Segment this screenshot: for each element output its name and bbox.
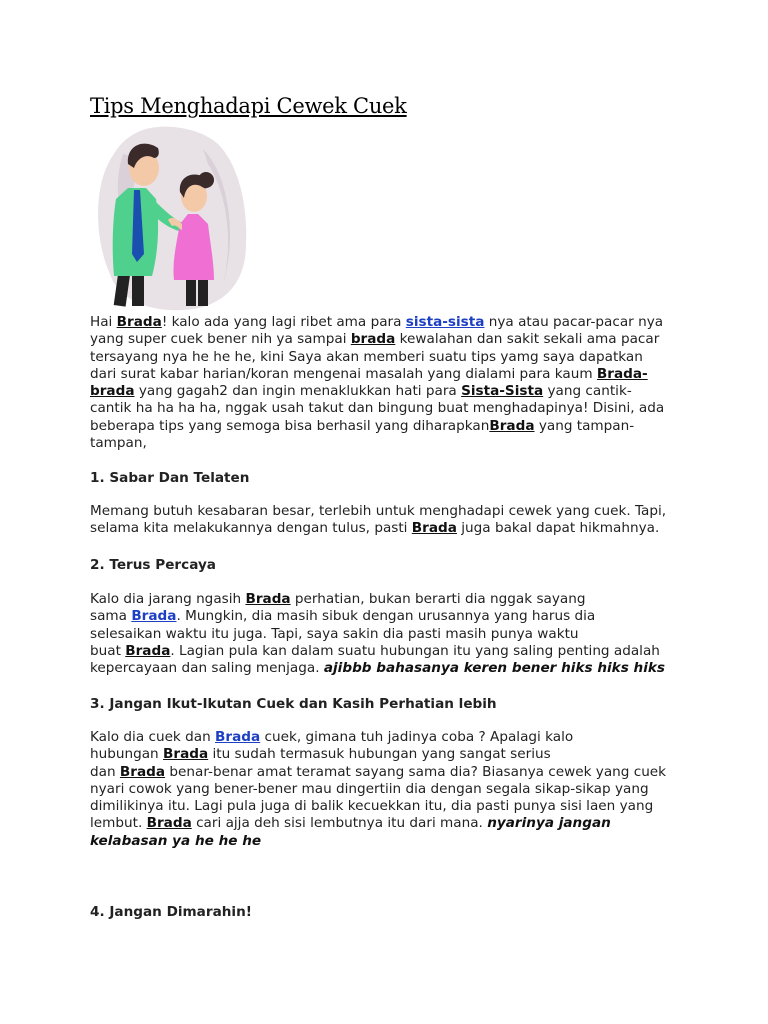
intro-paragraph: Hai Brada! kalo ada yang lagi ribet ama para sista-sista nya atau pacar-pacar nya yang super cuek bener nih ya sampai brada kewalahan dan sakit sekali ama pacar tersayang nya he he he, kini Saya akan memberi suatu tips yamg saya dapatkan dari surat kabar harian/koran mengenai masalah yang dialami para kaum Brada- brada yang gagah2 dan ingin menaklukkan hati para Sista-Sista yang cantik- cantik ha ha ha ha, nggak usah takut dan bingung buat menghadapinya! Disini, ada beberapa tips yang semoga bisa berhasil yang diharapkanBrada yang tampan- tampan, xyxy=(90,314,665,452)
keyword-link[interactable]: Brada xyxy=(245,591,291,607)
section-heading: 2. Terus Percaya xyxy=(90,557,216,573)
keyword-link[interactable]: Brada xyxy=(411,520,457,537)
keyword-link[interactable]: Brada xyxy=(125,642,171,659)
keyword-link[interactable]: brada xyxy=(90,383,135,400)
emphasis-text: ajibbb bahasanya keren bener hiks hiks hiks xyxy=(323,660,665,677)
section-paragraph: Kalo dia jarang ngasih Brada perhatian, bukan berarti dia nggak sayang sama Brada. Mungkin, dia masih sibuk dengan urusannya yang harus dia selesaikan waktu itu juga. Tapi, saya sakin dia pasti masih punya waktu buat Brada. Lagian pula kan dalam suatu hubungan itu yang saling penting adalah kepercayaan dan saling menjaga. ajibbb bahasanya keren bener hiks hiks hiks xyxy=(90,591,665,677)
keyword-link[interactable]: Brada xyxy=(215,729,261,745)
keyword-link[interactable]: Brada xyxy=(119,763,166,780)
keyword-link[interactable]: Brada xyxy=(146,815,192,832)
keyword-link[interactable]: Sista-Sista xyxy=(461,383,544,400)
section-paragraph: Memang butuh kesabaran besar, terlebih untuk menghadapi cewek yang cuek. Tapi, selama kita melakukannya dengan tulus, pasti Brada juga bakal dapat hikmahnya. xyxy=(90,503,667,537)
emphasis-text: kelabasan ya he he he xyxy=(90,832,262,849)
keyword-link[interactable]: Brada xyxy=(489,417,535,434)
keyword-link[interactable]: Brada xyxy=(163,746,209,763)
keyword-link[interactable]: sista-sista xyxy=(405,314,485,330)
section-heading: 4. Jangan Dimarahin! xyxy=(90,904,252,920)
keyword-link[interactable]: Brada xyxy=(116,314,162,330)
section-heading: 3. Jangan Ikut-Ikutan Cuek dan Kasih Perhatian lebih xyxy=(90,696,497,712)
keyword-link[interactable]: Brada- xyxy=(596,365,648,382)
page-title: Tips Menghadapi Cewek Cuek xyxy=(90,94,407,118)
keyword-link[interactable]: Brada xyxy=(131,608,177,625)
emphasis-text: nyarinya jangan xyxy=(487,815,611,832)
section-paragraph: Kalo dia cuek dan Brada cuek, gimana tuh jadinya coba ? Apalagi kalo hubungan Brada itu sudah termasuk hubungan yang sangat serius dan Brada benar-benar amat teramat sayang sama dia? Biasanya cewek yang cuek nyari cowok yang bener-bener mau dingertiin dia dengan segala sikap-sikap yang dimilikinya itu. Lagi pula juga di balik kecuekkan itu, dia pasti punya sisi laen yang lembut. Brada cari ajja deh sisi lembutnya itu dari mana. nyarinya jangan kelabasan ya he he he xyxy=(90,729,667,849)
section-heading: 1. Sabar Dan Telaten xyxy=(90,470,250,486)
keyword-link[interactable]: brada xyxy=(350,331,396,348)
couple-illustration-icon xyxy=(88,124,250,314)
